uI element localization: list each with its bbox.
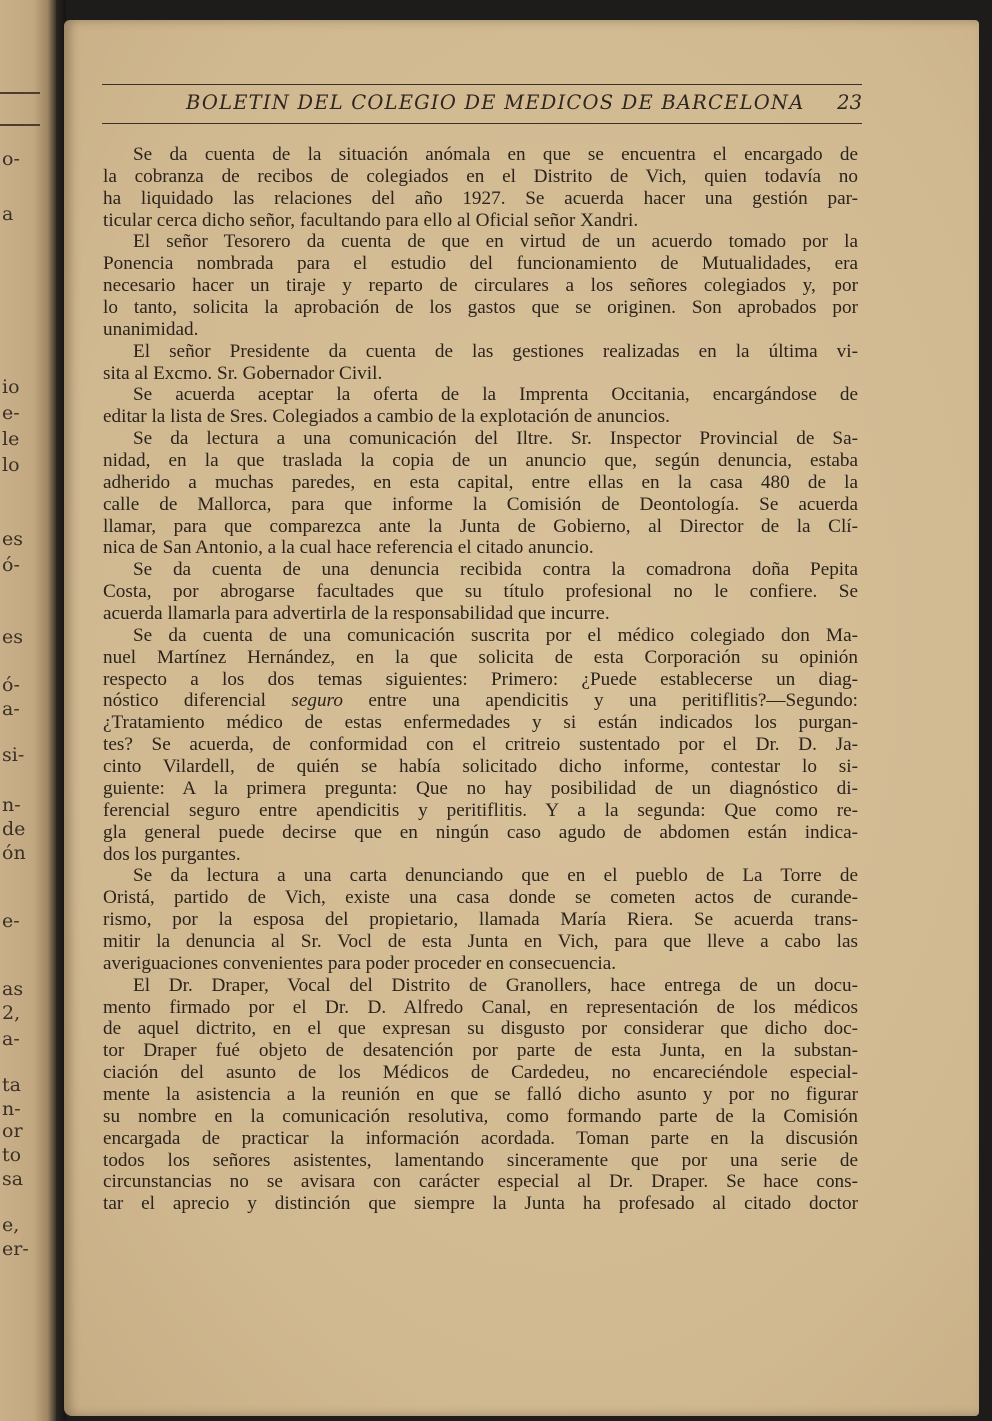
text-line: rismo, por la esposa del propietario, llamada María Riera. Se acuerda trans- bbox=[103, 909, 858, 931]
text-line: El señor Presidente da cuenta de las gestiones realizadas en la última vi- bbox=[133, 340, 858, 362]
adjacent-text-fragment: ó- bbox=[2, 554, 20, 576]
text-line: necesario hacer un tiraje y reparto de circulares a los señores colegiados y, por bbox=[103, 275, 858, 297]
adjacent-text-fragment: si- bbox=[2, 744, 25, 766]
text-line: tar el aprecio y distinción que siempre la Junta ha profesado al citado doctor bbox=[103, 1193, 858, 1215]
text-line: Se da cuenta de una comunicación suscrita por el médico colegiado don Ma- bbox=[133, 624, 858, 646]
adjacent-text-fragment: ó- bbox=[2, 674, 20, 696]
adjacent-text-fragment: n- bbox=[2, 794, 21, 816]
adjacent-text-fragment: le bbox=[2, 428, 20, 450]
text-line: llamar, para que comparezca ante la Junta de Gobierno, al Director de la Clí- bbox=[103, 515, 858, 537]
adjacent-text-fragment: e- bbox=[2, 402, 20, 424]
text-line: lo tanto, solicita la aprobación de los gastos que se originen. Son aprobados por bbox=[103, 297, 858, 319]
text-line: El señor Tesorero da cuenta de que en virtud de un acuerdo tomado por la bbox=[133, 231, 858, 253]
text-line: El Dr. Draper, Vocal del Distrito de Granollers, hace entrega de un docu- bbox=[133, 974, 858, 996]
text-line: editar la lista de Sres. Colegiados a cambio de la explotación de anuncios. bbox=[103, 406, 670, 428]
adjacent-text-fragment: ta bbox=[2, 1074, 21, 1096]
adjacent-text-fragment: es bbox=[2, 626, 23, 648]
text-line: Se da lectura a una comunicación del Iltre. Sr. Inspector Provincial de Sa- bbox=[133, 428, 858, 450]
text-line: mento firmado por el Dr. D. Alfredo Canal, en representación de los médicos bbox=[103, 996, 858, 1018]
text-line: guiente: A la primera pregunta: Que no hay posibilidad de un diagnóstico di- bbox=[103, 777, 858, 799]
running-header bbox=[102, 84, 862, 124]
text-line-with-emphasis bbox=[103, 690, 858, 712]
text-line: la cobranza de recibos de colegiados en el Distrito de Vich, quien todavía no bbox=[103, 165, 858, 187]
text-line: acuerda llamarla para advertirla de la responsabilidad que incurre. bbox=[103, 603, 610, 625]
adjacent-text-fragment: e- bbox=[2, 910, 20, 932]
text-line: Se da cuenta de una denuncia recibida contra la comadrona doña Pepita bbox=[133, 559, 858, 581]
adjacent-page-rule bbox=[0, 92, 40, 94]
adjacent-text-fragment: a- bbox=[2, 1028, 20, 1050]
adjacent-text-fragment: de bbox=[2, 818, 26, 840]
text-line: ciación del asunto de los Médicos de Cardedeu, no encareciéndole especial- bbox=[103, 1062, 858, 1084]
adjacent-text-fragment: es bbox=[2, 528, 23, 550]
text-line: calle de Mallorca, para que informe la Comisión de Deontología. Se acuerda bbox=[103, 493, 858, 515]
text-line: ferencial seguro entre apendicitis y peritiflitis. Y a la segunda: Que como re- bbox=[103, 799, 858, 821]
adjacent-text-fragment: lo bbox=[2, 454, 20, 476]
text-line: Oristá, partido de Vich, existe una casa donde se cometen actos de curande- bbox=[103, 887, 858, 909]
text-line: Ponencia nombrada para el estudio del funcionamiento de Mutualidades, era bbox=[103, 253, 858, 275]
adjacent-text-fragment: sa bbox=[2, 1168, 24, 1190]
adjacent-text-fragment: as bbox=[2, 978, 24, 1000]
text-line: respecto a los dos temas siguientes: Primero: ¿Puede establecerse un diag- bbox=[103, 668, 858, 690]
text-line: sita al Excmo. Sr. Gobernador Civil. bbox=[103, 362, 383, 384]
adjacent-text-fragment: a bbox=[2, 203, 14, 225]
text-line: unanimidad. bbox=[103, 318, 199, 340]
body-text bbox=[103, 144, 858, 1215]
adjacent-text-fragment: or bbox=[2, 1120, 23, 1142]
text-line: todos los señores asistentes, lamentando sinceramente que por una serie de bbox=[103, 1149, 858, 1171]
adjacent-text-fragment: n- bbox=[2, 1098, 21, 1120]
text-line: nica de San Antonio, a la cual hace referencia el citado anuncio. bbox=[103, 537, 594, 559]
text-line: mitir la denuncia al Sr. Vocl de esta Junta en Vich, para que lleve a cabo las bbox=[103, 930, 858, 952]
text-line: Se da lectura a una carta denunciando que en el pueblo de La Torre de bbox=[133, 865, 858, 887]
text-line: mente la asistencia a la reunión en que se falló dicho asunto y por no figurar bbox=[103, 1083, 858, 1105]
text-line: su nombre en la comunicación resolutiva, como formando parte de la Comisión bbox=[103, 1105, 858, 1127]
text-line: ticular cerca dicho señor, facultando para ello al Oficial señor Xandri. bbox=[103, 209, 639, 231]
adjacent-text-fragment: io bbox=[2, 376, 20, 398]
page-number: 23 bbox=[837, 91, 862, 114]
text-line: gla general puede decirse que en ningún caso agudo de abdomen están indica- bbox=[103, 821, 858, 843]
emphasized-word: seguro bbox=[291, 690, 343, 712]
adjacent-text-fragment: er- bbox=[2, 1238, 29, 1260]
adjacent-page-rule bbox=[0, 124, 40, 126]
adjacent-text-fragment: o- bbox=[2, 148, 20, 170]
text-line: Se acuerda aceptar la oferta de la Imprenta Occitania, encargándose de bbox=[133, 384, 858, 406]
text-line: cinto Vilardell, de quién se había solicitado dicho informe, contestar lo si- bbox=[103, 756, 858, 778]
text-segment: nóstico diferencial bbox=[103, 690, 266, 712]
adjacent-text-fragment: ón bbox=[2, 842, 26, 864]
adjacent-text-fragment: e, bbox=[2, 1214, 20, 1236]
adjacent-text-fragment: 2, bbox=[2, 1002, 21, 1024]
text-line: encargada de practicar la información acordada. Toman parte en la discusión bbox=[103, 1127, 858, 1149]
text-line: adherido a muchas paredes, en esta capital, entre ellas en la casa 480 de la bbox=[103, 471, 858, 493]
text-line: averiguaciones convenientes para poder proceder en consecuencia. bbox=[103, 952, 617, 974]
text-line: circunstancias no se avisara con carácter especial al Dr. Draper. Se hace cons- bbox=[103, 1171, 858, 1193]
text-line: Se da cuenta de la situación anómala en que se encuentra el encargado de bbox=[133, 144, 858, 165]
text-line: ha liquidado las relaciones del año 1927. Se acuerda hacer una gestión par- bbox=[103, 187, 858, 209]
text-line: tor Draper fué objeto de desatención por parte de esta Junta, en la substan- bbox=[103, 1040, 858, 1062]
text-line: ¿Tratamiento médico de estas enfermedades y si están indicados los purgan- bbox=[103, 712, 858, 734]
adjacent-text-fragment: to bbox=[2, 1144, 22, 1166]
text-line: de aquel dictrito, en el que expresan su disgusto por considerar que dicho doc- bbox=[103, 1018, 858, 1040]
adjacent-page-edge bbox=[0, 0, 56, 1421]
text-line: nidad, en la que traslada la copia de un anuncio que, según denuncia, estaba bbox=[103, 450, 858, 472]
text-line: dos los purgantes. bbox=[103, 843, 241, 865]
text-segment: entre una apendicitis y una peritiflitis?—Segundo: bbox=[368, 690, 859, 712]
text-line: Costa, por abrogarse facultades que su título profesional no le confiere. Se bbox=[103, 581, 858, 603]
text-line: tes? Se acuerda, de conformidad con el critreio sustentado por el Dr. D. Ja- bbox=[103, 734, 858, 756]
text-line: nuel Martínez Hernández, en la que solicita de esta Corporación su opinión bbox=[103, 646, 858, 668]
journal-title: BOLETIN DEL COLEGIO DE MEDICOS DE BARCELONA bbox=[186, 91, 805, 114]
adjacent-text-fragment: a- bbox=[2, 698, 20, 720]
